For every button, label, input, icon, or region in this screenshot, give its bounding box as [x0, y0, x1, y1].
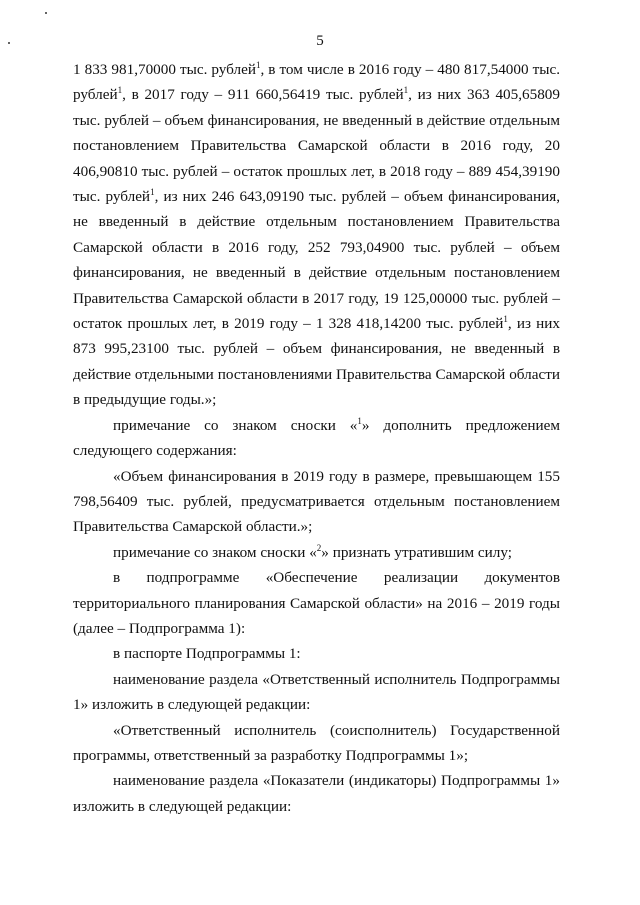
paragraph-text: в паспорте Подпрограммы 1:: [113, 645, 301, 663]
paragraph: [73, 718, 560, 769]
paragraph-text: , в 2017 году – 911 660,56419 тыс. рублей: [122, 86, 404, 104]
paragraph-text: в подпрограмме «Обеспечение реализации документов территориального планирования Самарской области» на 2016 – 2019 годы (далее – Подпрограмма 1):: [73, 569, 560, 637]
scan-dot: [45, 12, 47, 14]
paragraph: [73, 57, 560, 413]
paragraph-text: » признать утратившим силу;: [321, 543, 512, 561]
footnote-mark: 1: [255, 60, 261, 70]
paragraph-text: » дополнить предложением следующего содержания:: [73, 416, 560, 460]
paragraph: [73, 667, 560, 718]
footnote-mark: 2: [316, 542, 322, 553]
paragraph: [73, 413, 560, 464]
paragraph-text: , из них 363 405,65809 тыс. рублей – объем финансирования, не введенный в действие отдельным постановлением Правительства Самарской области в 2016 году, 20 406,90810 тыс. рублей – остаток прошлых лет, в 2018 году – 889 454,39190 тыс. рублей: [73, 86, 560, 206]
paragraph-text: наименование раздела «Показатели (индикаторы) Подпрограммы 1» изложить в следующей редакции:: [73, 772, 560, 815]
paragraph: [73, 565, 560, 641]
paragraph-text: 1 833 981,70000 тыс. рублей: [73, 61, 256, 78]
paragraph-text: наименование раздела «Ответственный исполнитель Подпрограммы 1» изложить в следующей редакции:: [73, 670, 560, 714]
paragraph-text: , из них 873 995,23100 тыс. рублей – объем финансирования, не введенный в действие отдельными постановлениями Правительства Самарской области в предыдущие годы.»;: [73, 315, 560, 409]
paragraph-text: «Объем финансирования в 2019 году в размере, превышающем 155 798,56409 тыс. рублей, предусматривается отдельным постановлением Правительства Самарской области.»;: [73, 467, 560, 536]
paragraph: [73, 768, 560, 819]
paragraph: [73, 641, 560, 666]
document-body: [73, 57, 560, 819]
footnote-mark: 1: [357, 415, 362, 426]
footnote-mark: 1: [403, 85, 409, 96]
paragraph-text: , из них 246 643,09190 тыс. рублей – объем финансирования, не введенный в действие отдельным постановлением Правительства Самарской области в 2016 году, 252 793,04900 тыс. рублей – объем финансирования, не введенный в действие отдельным постановлением Правительства Самарской области в 2017 году, 19 125,00000 тыс. рублей – остаток прошлых лет, в 2019 году – 1 328 418,14200 тыс. рублей: [73, 188, 560, 333]
paragraph: [73, 464, 560, 540]
footnote-mark: 1: [150, 187, 155, 198]
paragraph-text: «Ответственный исполнитель (соисполнитель) Государственной программы, ответственный за разработку Подпрограммы 1»;: [73, 721, 560, 764]
paragraph-text: , в том числе в 2016 году – 480 817,54000 тыс. рублей: [73, 61, 560, 104]
paragraph: [73, 540, 560, 565]
paragraph-text: примечание со знаком сноски «: [113, 416, 358, 434]
page-number: 5: [316, 33, 324, 49]
paragraph-text: примечание со знаком сноски «: [113, 543, 317, 561]
footnote-mark: 1: [503, 314, 508, 325]
footnote-mark: 1: [117, 85, 123, 96]
